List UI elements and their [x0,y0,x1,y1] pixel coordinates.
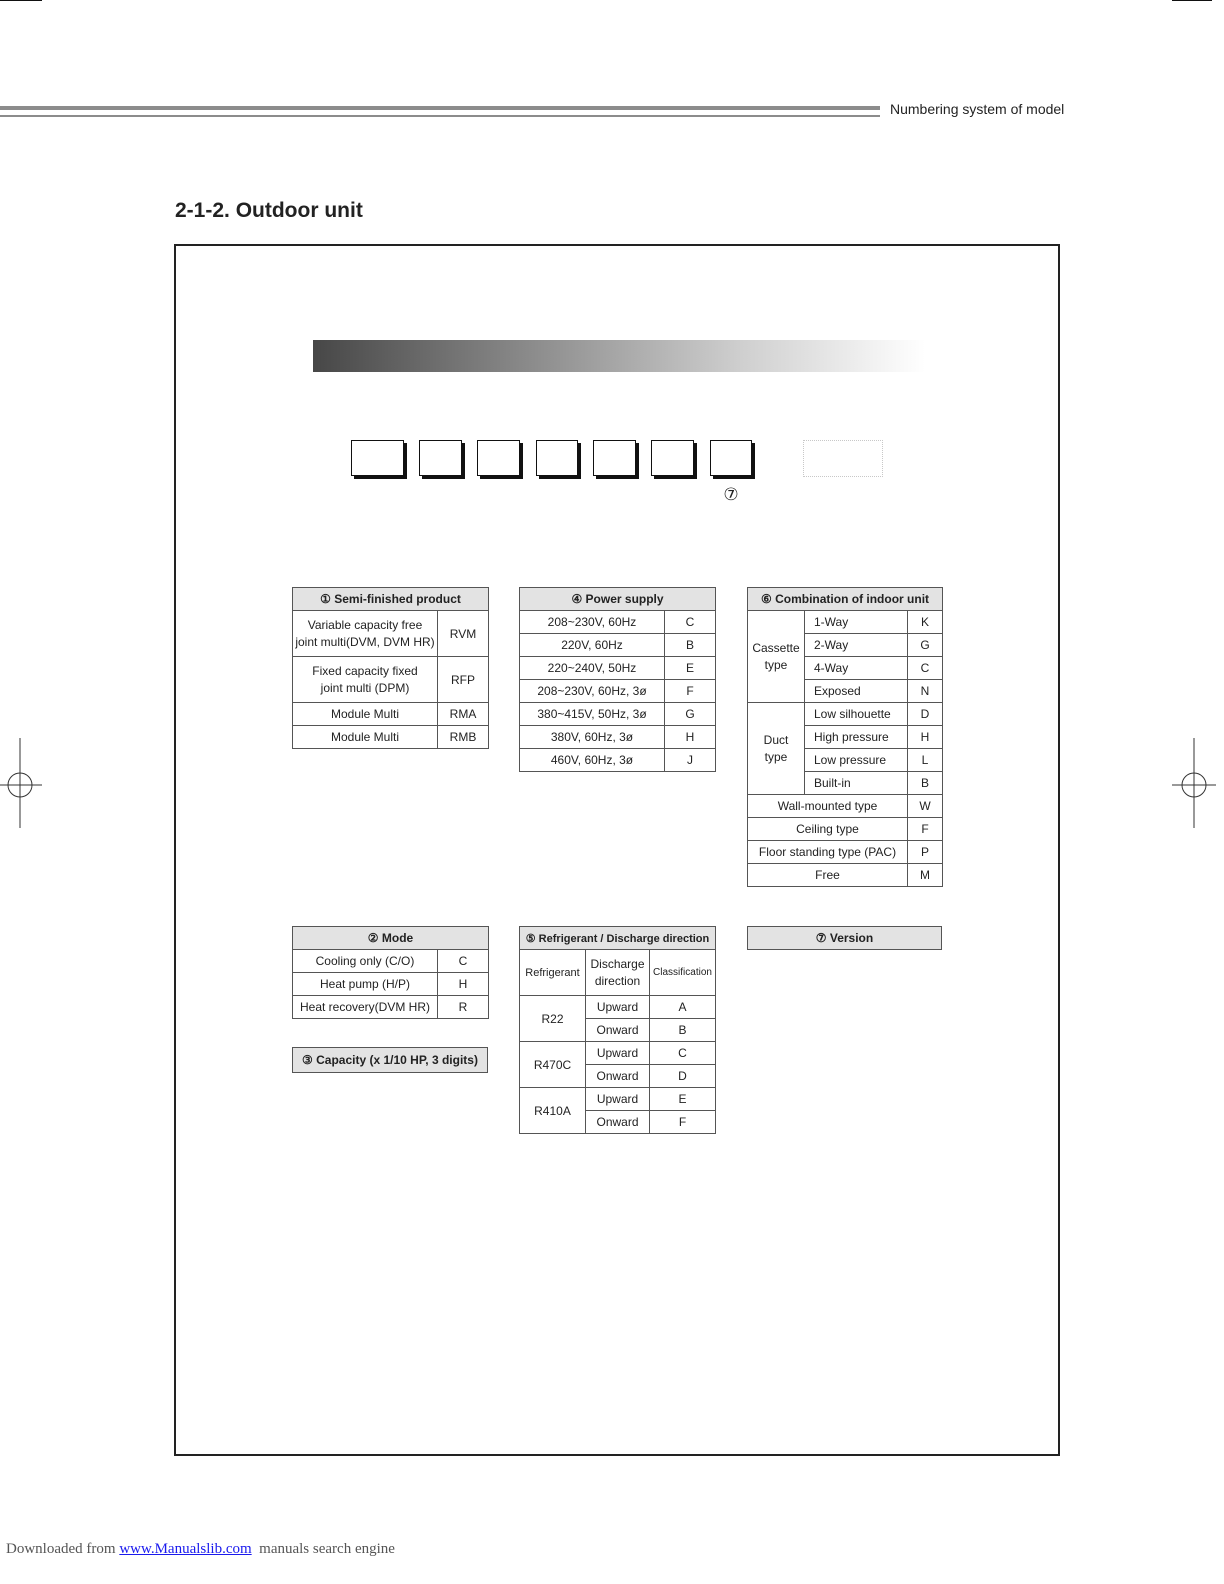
capacity-table [292,1047,488,1073]
power-label: 460V, 60Hz, 3ø [520,749,665,772]
unit-code: C [908,657,943,680]
unit-label: High pressure [805,726,908,749]
table-header: ③ Capacity (x 1/10 HP, 3 digits) [293,1048,488,1073]
power-code: J [665,749,716,772]
product-code: RMA [438,703,489,726]
unit-label: Ceiling type [748,818,908,841]
refrigerant-code: B [650,1019,716,1042]
label-line: joint multi(DVM, DVM HR) [295,634,435,649]
label-line: type [764,657,788,672]
unit-label: Exposed [805,680,908,703]
column-header-refrigerant: Refrigerant [520,950,586,996]
power-code: B [665,634,716,657]
discharge-direction: Onward [586,1065,650,1088]
mode-code: H [438,973,489,996]
version-table [747,926,942,950]
unit-code: W [908,795,943,818]
unit-code: D [908,703,943,726]
model-code-box-4 [536,440,578,476]
power-code: E [665,657,716,680]
refrigerant-code: A [650,996,716,1019]
discharge-direction: Upward [586,1042,650,1065]
label-line: Duct [763,732,789,747]
unit-code: G [908,634,943,657]
power-label: 380V, 60Hz, 3ø [520,726,665,749]
mode-table [292,926,489,1019]
product-code: RVM [438,611,489,657]
refrigerant-code: D [650,1065,716,1088]
model-code-marker-7: ⑦ [723,485,739,505]
model-code-box-7 [710,440,752,476]
product-label: Module Multi [293,703,438,726]
unit-label: Built-in [805,772,908,795]
power-label: 208~230V, 60Hz, 3ø [520,680,665,703]
product-code: RMB [438,726,489,749]
model-code-box-2 [419,440,462,476]
power-label: 220~240V, 50Hz [520,657,665,680]
unit-code: N [908,680,943,703]
discharge-direction: Onward [586,1111,650,1134]
refrigerant-code: E [650,1088,716,1111]
mode-label: Heat recovery(DVM HR) [293,996,438,1019]
unit-label: Low silhouette [805,703,908,726]
unit-code: L [908,749,943,772]
running-header: Numbering system of model [890,101,1065,117]
column-header-classification: Classification [650,950,716,996]
model-code-box-3 [477,440,520,476]
product-label: Module Multi [293,726,438,749]
manualslib-link[interactable]: www.Manualslib.com [119,1541,252,1557]
unit-label: Floor standing type (PAC) [748,841,908,864]
label-line: Discharge [590,956,645,971]
registration-mark-left [0,738,44,830]
refrigerant-name: R410A [520,1088,586,1134]
registration-mark-right [1172,738,1216,830]
unit-label: 1-Way [805,611,908,634]
crop-mark-top-right [1172,0,1212,1]
model-code-suffix-box [803,440,883,477]
label-line: Fixed capacity fixed [312,663,418,678]
crop-mark-top-left [0,0,42,1]
model-code-box-5 [593,440,636,476]
download-footer [6,1541,395,1558]
unit-label: Free [748,864,908,887]
table-header: ⑤ Refrigerant / Discharge direction [520,927,716,950]
product-label [293,611,438,657]
refrigerant-code: F [650,1111,716,1134]
semi-finished-product-table [292,587,489,749]
column-header-discharge [586,950,650,996]
table-header: ② Mode [293,927,489,950]
refrigerant-name: R470C [520,1042,586,1088]
mode-label: Cooling only (C/O) [293,950,438,973]
product-code: RFP [438,657,489,703]
discharge-direction: Onward [586,1019,650,1042]
unit-code: F [908,818,943,841]
footer-prefix: Downloaded from [6,1541,120,1557]
footer-suffix: manuals search engine [251,1541,395,1557]
header-rule-thick [0,106,880,110]
model-code-box-6 [651,440,694,476]
unit-code: K [908,611,943,634]
unit-label: Low pressure [805,749,908,772]
unit-code: M [908,864,943,887]
header-rule-thin [0,115,880,117]
label-line: Cassette [752,640,800,655]
unit-label: 4-Way [805,657,908,680]
table-header: ④ Power supply [520,588,716,611]
power-code: G [665,703,716,726]
gradient-banner [313,340,925,372]
power-code: F [665,680,716,703]
mode-label: Heat pump (H/P) [293,973,438,996]
unit-label: Wall-mounted type [748,795,908,818]
power-label: 208~230V, 60Hz [520,611,665,634]
discharge-direction: Upward [586,996,650,1019]
table-header: ⑦ Version [748,927,942,950]
power-code: C [665,611,716,634]
power-label: 380~415V, 50Hz, 3ø [520,703,665,726]
refrigerant-code: C [650,1042,716,1065]
label-line: type [764,749,788,764]
table-header: ① Semi-finished product [293,588,489,611]
label-line: joint multi (DPM) [320,680,410,695]
product-label [293,657,438,703]
power-label: 220V, 60Hz [520,634,665,657]
unit-code: H [908,726,943,749]
page-title: 2-1-2. Outdoor unit [175,199,363,222]
refrigerant-table [519,926,716,1134]
unit-code: B [908,772,943,795]
indoor-combination-table [747,587,943,887]
unit-label: 2-Way [805,634,908,657]
group-label-cassette [748,611,805,703]
label-line: Variable capacity free [307,617,423,632]
group-label-duct [748,703,805,795]
table-header: ⑥ Combination of indoor unit [748,588,943,611]
discharge-direction: Upward [586,1088,650,1111]
power-supply-table [519,587,716,772]
mode-code: C [438,950,489,973]
mode-code: R [438,996,489,1019]
model-code-box-1 [351,440,404,476]
power-code: H [665,726,716,749]
unit-code: P [908,841,943,864]
refrigerant-name: R22 [520,996,586,1042]
label-line: direction [594,973,641,988]
